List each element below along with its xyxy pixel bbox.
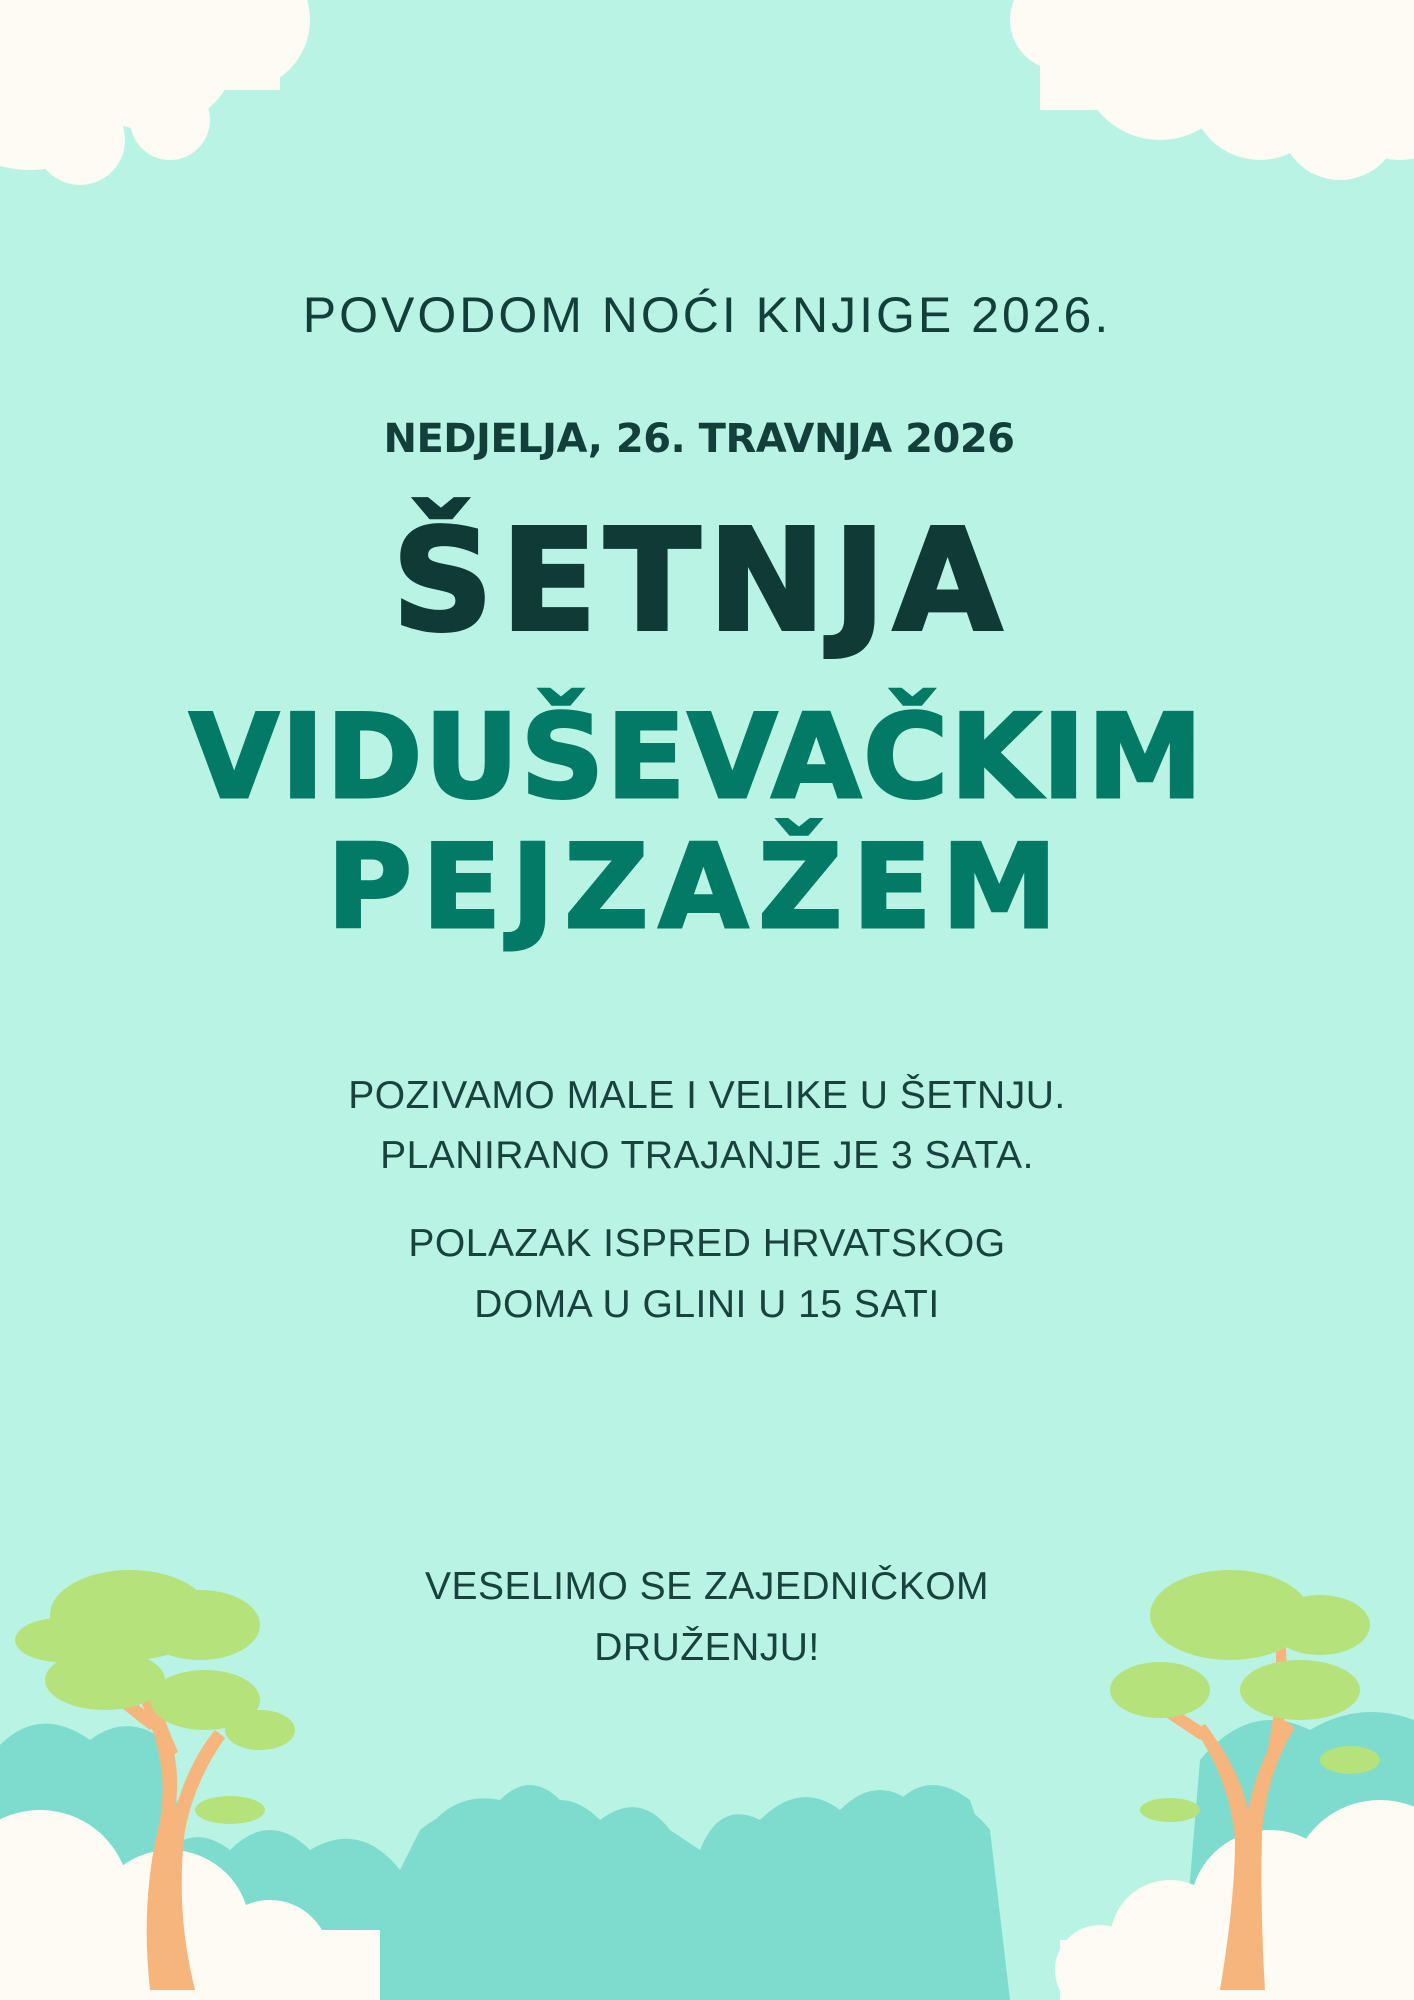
event-date: NEDJELJA, 26. TRAVNJA 2026	[383, 416, 1015, 462]
title-line-1: ŠETNJA	[392, 500, 1010, 663]
cloud-top-right-icon	[1010, 0, 1414, 180]
start-line-2: DOMA U GLINI U 15 SATI	[474, 1283, 940, 1326]
start-line-1: POLAZAK ISPRED HRVATSKOG	[408, 1222, 1006, 1265]
cloud-top-left-icon	[0, 0, 310, 185]
closing-line-2: DRUŽENJU!	[594, 1626, 820, 1669]
title-line-3: PEJZAŽEM	[326, 820, 1068, 955]
closing-line-1: VESELIMO SE ZAJEDNIČKOM	[424, 1565, 990, 1608]
invite-line-2: PLANIRANO TRAJANJE JE 3 SATA.	[380, 1134, 1034, 1177]
invite-line-1: POZIVAMO MALE I VELIKE U ŠETNJU.	[348, 1074, 1066, 1117]
occasion-heading: POVODOM NOĆI KNJIGE 2026.	[302, 287, 1112, 343]
title-line-2: VIDUŠEVAČKIM	[189, 690, 1205, 825]
